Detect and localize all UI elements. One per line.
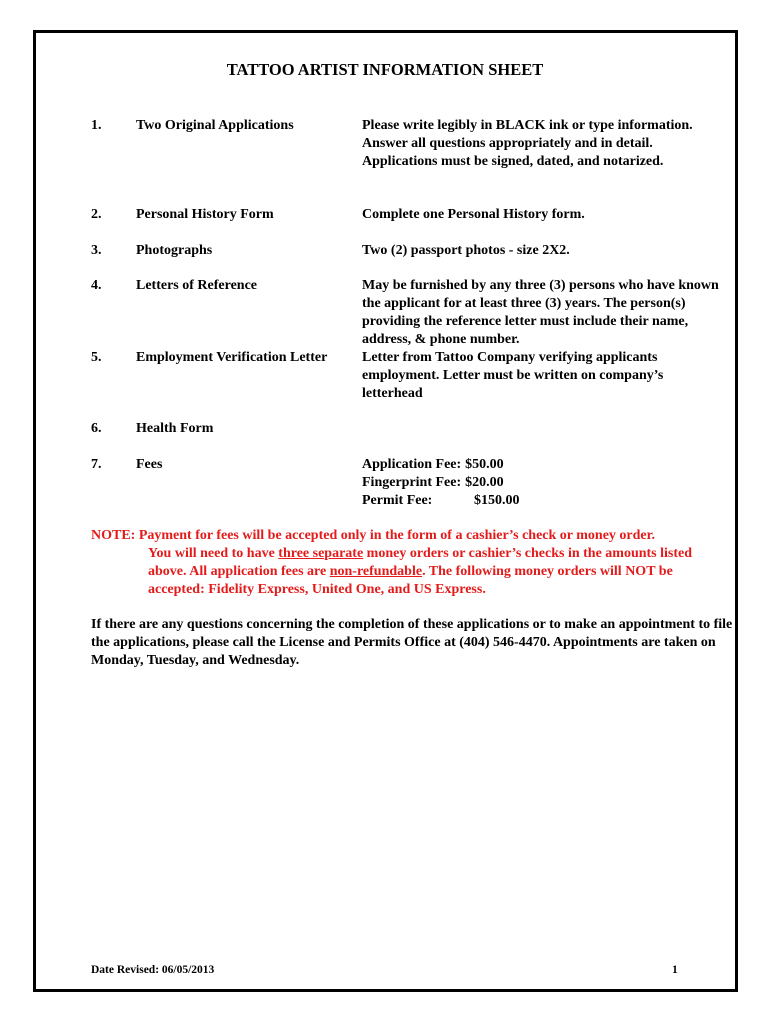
page-title: TATTOO ARTIST INFORMATION SHEET — [226, 60, 544, 79]
item-number: 1. — [91, 118, 102, 133]
item-label: Two Original Applications — [136, 118, 294, 133]
item-number: 2. — [91, 207, 102, 222]
note-body — [91, 545, 731, 599]
note-text: . The following money orders will NOT be accepted: Fidelity Express, United One, and US Express. — [148, 564, 673, 597]
item-label: Employment Verification Letter — [136, 350, 328, 365]
item-description: May be furnished by any three (3) persons who have known the applicant for at least three (3) years. The person(s) providing the reference letter must include their name, address, & phone number. — [362, 278, 719, 347]
fee-row-permit — [362, 492, 722, 510]
fee-value: $20.00 — [465, 475, 504, 490]
fee-label: Application Fee: — [362, 457, 462, 472]
item-label: Personal History Form — [136, 207, 274, 222]
note-underline: non-refundable — [329, 564, 423, 579]
fee-list — [362, 456, 722, 510]
note-text: money orders or cashier’s checks in the amounts listed above. All application fees are — [148, 546, 693, 579]
page-border — [33, 30, 738, 992]
date-revised: Date Revised: 06/05/2013 — [91, 964, 215, 976]
item-number: 3. — [91, 243, 102, 258]
note-first-line: NOTE: Payment for fees will be accepted only in the form of a cashier’s check or money order. — [91, 528, 656, 543]
page-number: 1 — [672, 964, 678, 976]
item-label: Health Form — [136, 421, 214, 436]
item-number: 5. — [91, 350, 102, 365]
questions-paragraph: If there are any questions concerning the completion of these applications or to make an appointment to file the applications, please call the License and Permits Office at (404) 546-4470. Appointments are taken on Monday, Tuesday, and Wednesday. — [91, 617, 733, 668]
item-label: Photographs — [136, 243, 213, 258]
item-number: 4. — [91, 278, 102, 293]
item-label: Fees — [136, 457, 163, 472]
fee-row-fingerprint — [362, 474, 722, 492]
note-text: You will need to have — [148, 546, 279, 561]
fee-value: $150.00 — [474, 493, 520, 508]
payment-note — [91, 527, 731, 599]
fee-row-application — [362, 456, 722, 474]
item-number: 7. — [91, 457, 102, 472]
item-description: Two (2) passport photos - size 2X2. — [362, 243, 570, 258]
item-description: Letter from Tattoo Company verifying applicants employment. Letter must be written on company’s letterhead — [362, 350, 664, 401]
fee-label: Fingerprint Fee: — [362, 475, 462, 490]
fee-value: $50.00 — [465, 457, 504, 472]
item-description: Please write legibly in BLACK ink or type information. Answer all questions appropriately and in detail. Applications must be signed, dated, and notarized. — [362, 118, 693, 169]
item-description: Complete one Personal History form. — [362, 207, 585, 222]
fee-label: Permit Fee: — [362, 493, 433, 508]
note-underline: three separate — [278, 546, 364, 561]
item-number: 6. — [91, 421, 102, 436]
item-label: Letters of Reference — [136, 278, 258, 293]
